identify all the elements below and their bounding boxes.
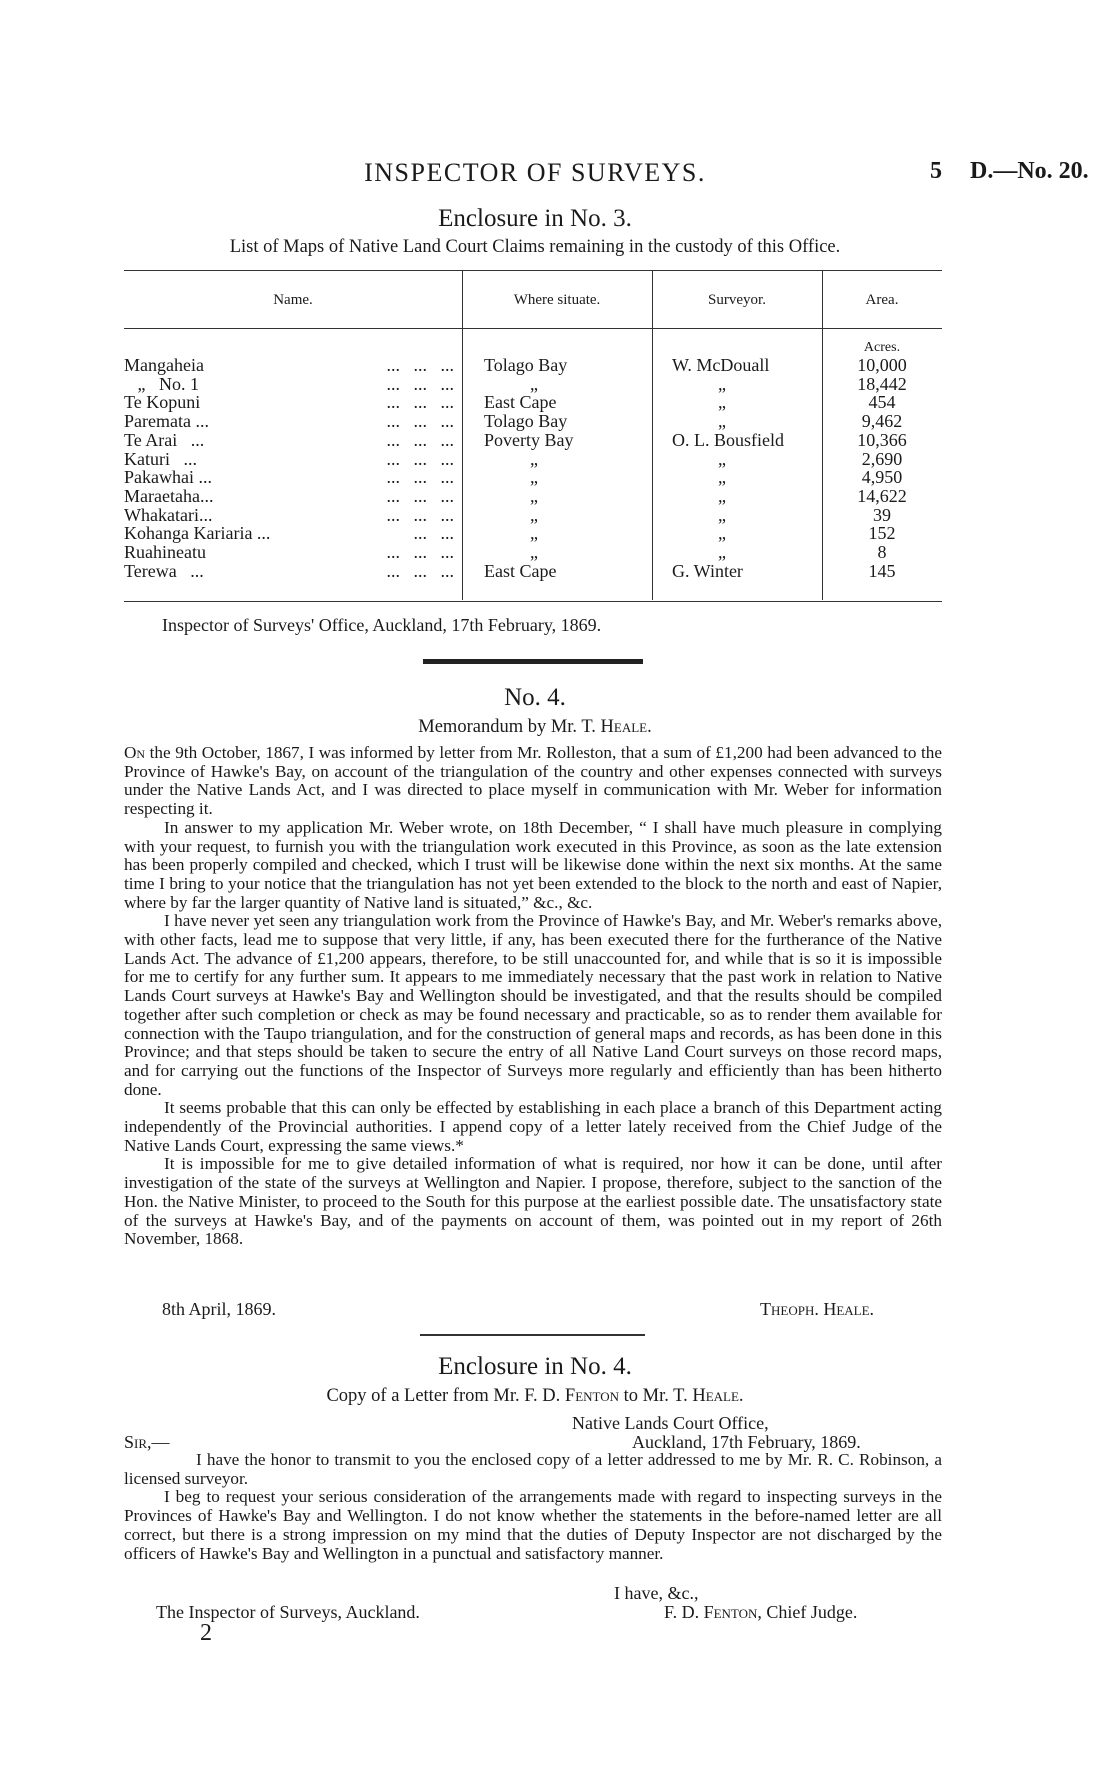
cell-surveyor: „ (718, 523, 726, 544)
cell-name: Katuri ... (124, 448, 197, 469)
no4-subtitle (0, 717, 1070, 738)
memo-paragraph-2: In answer to my application Mr. Weber wrote, on 18th December, “ I shall have much pleasure in complying with your request, to furnish you with the triangulation work executed in this Province, as soon as the late extension has been properly compiled and checked, which I trust will be likewise done within the next six months. At the same time I bring to your notice that the triangulation has not yet been extended to the block to the north and east of Napier, where by far the larger quantity of Native land is situated,” &c., &c. (124, 817, 942, 912)
cell-leader-dots: ... ... (413, 523, 454, 544)
cell-area: 4,950 (861, 467, 903, 488)
cell-where: Poverty Bay (484, 429, 574, 450)
cell-surveyor: „ (718, 411, 726, 432)
cell-name: Te Kopuni (124, 392, 201, 413)
table-row (124, 375, 942, 394)
letter-signer (664, 1602, 857, 1623)
memo-paragraph-1 (124, 744, 942, 819)
cell-where: „ (530, 467, 538, 488)
column-header-where: Where situate. (513, 292, 601, 308)
cell-where: „ (530, 542, 538, 562)
cell-name: „ No. 1 (124, 373, 199, 394)
letter-signer-name: F. D. Fenton, (664, 1602, 762, 1622)
table-row (124, 356, 942, 375)
cell-area: 18,442 (857, 373, 907, 394)
table-row (124, 431, 942, 450)
cell-area: 10,000 (857, 355, 907, 375)
cell-name: Te Arai ... (124, 429, 205, 450)
cell-name: Kohanga Kariaria ... (124, 523, 271, 544)
memo-lead-word: On (124, 743, 146, 762)
memo-paragraph-4: It seems probable that this can only be effected by establishing in each place a branch of this Department acting independently of the Provincial authorities. I append copy of a letter lately received from the Chief Judge of the Native Lands Court, expressing the same views.* (124, 1098, 942, 1155)
cell-name: Ruahineatu (124, 542, 206, 562)
cell-area: 10,366 (857, 429, 907, 450)
enclosure4-title: Enclosure in No. 4. (438, 1353, 632, 1380)
letter-signer-title: Chief Judge. (761, 1602, 858, 1622)
letter-address-line1: Native Lands Court Office, (572, 1413, 769, 1433)
cell-surveyor: „ (718, 373, 726, 394)
memo-paragraph-1-text: the 9th October, 1867, I was informed by letter from Mr. Rolleston, that a sum of £1,200 had been advanced to the Province of Hawke's Bay, on account of the triangulation of the country and other expenses connected with surveys under the Native Lands Act, and I was directed to place myself in communication with Mr. Weber for information respecting it. (124, 743, 942, 819)
area-unit-label: Acres. (863, 340, 901, 355)
cell-area: 2,690 (861, 448, 903, 469)
letter-address-line2: Auckland, 17th February, 1869. (632, 1432, 861, 1452)
cell-leader-dots: ... ... ... (386, 542, 454, 562)
cell-surveyor: „ (718, 448, 726, 469)
cell-surveyor: G. Winter (672, 560, 743, 581)
cell-leader-dots: ... ... ... (386, 467, 454, 488)
section-divider-short (420, 1334, 645, 1336)
letter-body (124, 1451, 942, 1563)
letter-addressee: The Inspector of Surveys, Auckland. (156, 1602, 420, 1622)
page-number: 5 (930, 158, 942, 184)
cell-surveyor: „ (718, 504, 726, 525)
signature-mark: 2 (200, 1620, 212, 1646)
cell-leader-dots: ... ... ... (386, 485, 454, 506)
cell-where: „ (530, 448, 538, 469)
table-row (124, 487, 942, 506)
letter-closing: I have, &c., (614, 1583, 699, 1603)
memorandum-body (124, 744, 942, 1249)
enclosure4-subtitle-name2: Heale. (692, 1386, 744, 1406)
no4-title: No. 4. (504, 684, 566, 711)
cell-leader-dots: ... ... ... (386, 411, 454, 432)
cell-leader-dots: ... ... ... (386, 392, 454, 413)
letter-paragraph-1: I have the honor to transmit to you the enclosed copy of a letter addressed to me by Mr. R. C. Robinson, a licensed surveyor. (124, 1450, 942, 1488)
table-row (124, 393, 942, 412)
cell-where: „ (530, 373, 538, 394)
cell-name: Mangaheia (124, 355, 204, 375)
cell-where: „ (530, 485, 538, 506)
cell-leader-dots: ... ... ... (386, 373, 454, 394)
letter-salutation: Sir,— (124, 1432, 170, 1452)
enclosure4-subtitle (0, 1386, 1070, 1407)
cell-leader-dots: ... ... ... (386, 448, 454, 469)
no4-subtitle-name: Heale. (600, 717, 652, 737)
cell-where: Tolago Bay (484, 355, 568, 375)
memo-date: 8th April, 1869. (162, 1299, 277, 1319)
cell-surveyor: „ (718, 467, 726, 488)
table-bottom-rule (124, 601, 942, 602)
letter-paragraph-2: I beg to request your serious consideration of the arrangements made with regard to inspecting surveys in the Provinces of Hawke's Bay and Wellington. I do not know whether the statements in the before-named letter are all correct, but there is a strong impression on my mind that the duties of Deputy Inspector are not discharged by the officers of Hawke's Bay and Wellington in a punctual and satisfactory manner. (124, 1487, 942, 1563)
no4-subtitle-prefix: Memorandum by Mr. T. (418, 717, 601, 737)
table-row (124, 506, 942, 525)
memo-paragraph-3: I have never yet seen any triangulation work from the Province of Hawke's Bay, and Mr. Weber's remarks above, with other facts, lead me to suppose that very little, if any, has been executed there for the furtherance of the Native Lands Act. The advance of £1,200 appears, therefore, to be still unaccounted for, and while that is so it is impossible for me to certify for any further sum. It appears to me immediately necessary that the past work in relation to Native Lands Court surveys at Hawke's Bay and Wellington should be investigated, and that the results should be compiled together after such completion or check as may be found necessary and practicable, so as to render them available for connection with the Taupo triangulation, and for the construction of general maps and records, as has been done in this Province; and that steps should be taken to secure the entry of all Native Land Court surveys on those record maps, and for carrying out the functions of the Inspector of Surveys more regularly and efficiently than has been hitherto done. (124, 911, 942, 1099)
cell-name: Whakatari... (124, 504, 213, 525)
cell-where: Tolago Bay (484, 411, 568, 432)
enclosure4-subtitle-mid: to Mr. T. (619, 1386, 693, 1406)
cell-surveyor: „ (718, 542, 726, 562)
cell-name: Pakawhai ... (124, 467, 212, 488)
cell-leader-dots: ... ... ... (386, 560, 454, 581)
section-divider (423, 659, 643, 664)
table-header-rule (124, 328, 942, 329)
cell-leader-dots: ... ... ... (386, 429, 454, 450)
cell-surveyor: „ (718, 392, 726, 413)
cell-where: „ (530, 504, 538, 525)
table-row (124, 450, 942, 469)
cell-surveyor: „ (718, 485, 726, 506)
enclosure3-title: Enclosure in No. 3. (438, 205, 632, 232)
table-row (124, 524, 942, 543)
cell-surveyor: W. McDouall (672, 355, 770, 375)
cell-area: 152 (868, 523, 896, 544)
table-row (124, 412, 942, 431)
cell-area: 39 (873, 504, 891, 525)
column-header-surveyor: Surveyor. (708, 292, 766, 308)
cell-where: „ (530, 523, 538, 544)
running-header-title: INSPECTOR OF SURVEYS. (364, 158, 706, 187)
cell-area: 145 (868, 560, 896, 581)
table-row (124, 562, 942, 581)
table-row (124, 468, 942, 487)
enclosure3-subtitle: List of Maps of Native Land Court Claims remaining in the custody of this Office. (229, 237, 841, 257)
cell-name: Paremata ... (124, 411, 209, 432)
memo-signature: Theoph. Heale. (760, 1299, 875, 1319)
document-reference: D.—No. 20. (970, 158, 1089, 184)
enclosure4-subtitle-name1: Fenton (564, 1386, 620, 1406)
memo-paragraph-5: It is impossible for me to give detailed information of what is required, nor how it can be done, until after investigation of the state of the surveys at Wellington and Napier. I propose, therefore, subject to the sanction of the Hon. the Native Minister, to proceed to the South for this purpose at the earliest possible date. The unsatisfactory state of the surveys at Hawke's Bay, and of the payments on account of them, was pointed out in my report of 26th November, 1868. (124, 1154, 942, 1249)
cell-name: Terewa ... (124, 560, 204, 581)
cell-where: East Cape (484, 392, 557, 413)
column-header-name: Name. (273, 292, 313, 308)
enclosure4-subtitle-prefix: Copy of a Letter from Mr. F. D. (326, 1386, 565, 1406)
cell-leader-dots: ... ... ... (386, 504, 454, 525)
cell-surveyor: O. L. Bousfield (672, 429, 784, 450)
cell-area: 9,462 (861, 411, 903, 432)
cell-where: East Cape (484, 560, 557, 581)
cell-area: 14,622 (857, 485, 907, 506)
cell-leader-dots: ... ... ... (386, 355, 454, 375)
cell-area: 8 (877, 542, 887, 562)
column-header-area: Area. (865, 292, 899, 308)
table-row (124, 543, 942, 562)
enclosure3-footer: Inspector of Surveys' Office, Auckland, 17th February, 1869. (162, 615, 602, 635)
table-top-rule (124, 270, 942, 271)
cell-area: 454 (868, 392, 896, 413)
cell-name: Maraetaha... (124, 485, 214, 506)
